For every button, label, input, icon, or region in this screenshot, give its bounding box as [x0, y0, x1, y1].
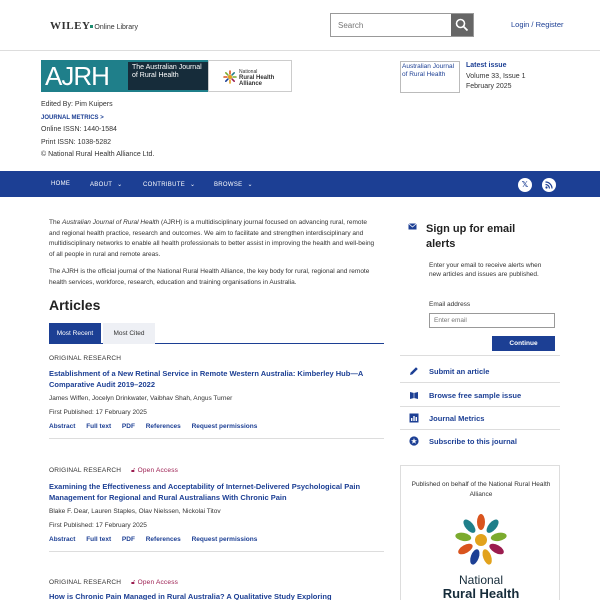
rss-icon[interactable] [542, 178, 556, 192]
chart-icon [409, 413, 419, 423]
article-links [49, 536, 384, 543]
journal-intro-2: The AJRH is the official journal of the National Rural Health Alliance, the key body for rural, regional and remote health services, workforce, research, education and training organisations in Australia. [49, 268, 370, 286]
submit-article-link[interactable]: Submit an article [400, 359, 560, 383]
logo-line-1: National [458, 573, 504, 587]
nav-about[interactable]: ABOUT ⌄ [90, 182, 123, 188]
journal-abbrev: AJRH [45, 61, 109, 91]
online-issn: Online ISSN: 1440-1584 [41, 126, 117, 133]
article-type: ORIGINAL RESEARCH [49, 467, 122, 474]
divider [49, 551, 384, 552]
nav-browse[interactable]: BROWSE ⌄ [214, 182, 253, 188]
subscribe-link[interactable]: Subscribe to this journal [400, 429, 560, 453]
partner-logo[interactable] [208, 60, 292, 92]
edited-by: Edited By: Pim Kuipers [41, 101, 113, 108]
nav-contribute[interactable]: CONTRIBUTE ⌄ [143, 182, 196, 188]
list-item [49, 467, 384, 552]
journal-metrics-link[interactable]: JOURNAL METRICS > [41, 114, 104, 121]
article-title-link[interactable]: How is Chronic Pain Managed in Rural Australia? A Qualitative Study Exploring [49, 592, 332, 600]
lock-open-icon: 🔓︎ [131, 579, 136, 586]
email-field[interactable] [429, 313, 555, 328]
partner-small: National [239, 69, 258, 75]
copyright: © National Rural Health Alliance Ltd. [41, 151, 155, 158]
partner-name: Rural Health Alliance [239, 75, 275, 87]
tab-most-recent[interactable]: Most Recent [49, 323, 101, 344]
alliance-sun-icon [223, 70, 237, 84]
star-badge-icon [409, 436, 419, 446]
latest-issue [466, 61, 526, 93]
top-bar [0, 0, 600, 51]
pen-icon [409, 366, 419, 376]
wiley-logo[interactable]: WILEY Online Library [50, 20, 138, 32]
article-title-link[interactable]: Examining the Effectiveness and Acceptability of Internet-Delivered Psychological Pain Management for Regional and Rural Australians With Chronic Pain [49, 482, 361, 502]
request-permissions-link[interactable]: Request permissions [191, 423, 258, 430]
article-type: ORIGINAL RESEARCH [49, 355, 122, 362]
latest-issue-link[interactable]: Latest issue [466, 62, 507, 69]
email-alert-icon [408, 223, 418, 231]
rss-glyph [542, 178, 556, 192]
nav-home[interactable]: HOME [51, 181, 71, 187]
journal-intro: The Australian Journal of Rural Health (AJRH) is a multidisciplinary journal focused on advancing rural, remote and regional health practice, research and outcomes. We aim to facilitate and strengthen interdisciplinary and multidisciplinary networks to enable all health professionals to better assist in improving the health and well-being of all people in rural and remote areas. [49, 219, 375, 258]
search-input[interactable] [331, 14, 451, 36]
references-link[interactable]: References [145, 536, 181, 543]
latest-date: February 2025 [466, 83, 512, 90]
pdf-link[interactable]: PDF [121, 536, 135, 543]
signup-description: Enter your email to receive alerts when new articles and issues are published. [429, 262, 542, 278]
continue-button[interactable]: Continue [492, 336, 555, 351]
journal-title: The Australian Journal of Rural Health [128, 62, 208, 90]
article-published-date: First Published: 17 February 2025 [49, 409, 147, 416]
journal-metrics-sidebar-link[interactable]: Journal Metrics [400, 406, 560, 430]
open-access-badge: 🔓︎ Open Access [131, 467, 179, 474]
divider [49, 438, 384, 439]
article-links [49, 423, 384, 430]
abstract-link[interactable]: Abstract [49, 536, 76, 543]
request-permissions-link[interactable]: Request permissions [191, 536, 258, 543]
tab-most-cited[interactable]: Most Cited [103, 323, 155, 344]
references-link[interactable]: References [145, 423, 181, 430]
article-title-link[interactable]: Establishment of a New Retinal Service in Remote Western Australia: Kimberley Hub—A Comparative Audit 2019–2022 [49, 369, 363, 389]
pdf-link[interactable]: PDF [121, 423, 135, 430]
issue-cover-image[interactable]: Australian Journal of Rural Health [400, 61, 460, 93]
chevron-down-icon: ⌄ [190, 182, 196, 188]
x-twitter-icon[interactable]: 𝕏 [518, 178, 532, 192]
abstract-link[interactable]: Abstract [49, 423, 76, 430]
full-text-link[interactable]: Full text [86, 423, 112, 430]
print-issn: Print ISSN: 1038-5282 [41, 138, 112, 146]
article-authors: James Wiffen, Jocelyn Drinkwater, Vaibhav Shah, Angus Turner [49, 395, 233, 402]
chevron-down-icon: ⌄ [247, 182, 253, 188]
latest-volume: Volume 33, Issue 1 [466, 72, 526, 80]
browse-sample-issue-link[interactable]: Browse free sample issue [400, 383, 560, 407]
logo-line-2: Rural Health [442, 586, 520, 600]
journal-meta [41, 99, 154, 162]
article-published-date: First Published: 17 February 2025 [49, 522, 147, 529]
journal-banner[interactable] [41, 60, 208, 92]
open-access-badge: 🔓︎ Open Access [131, 579, 179, 586]
article-authors: Blake F. Dear, Lauren Staples, Olav Nielssen, Nickolai Titov [49, 508, 221, 515]
article-type: ORIGINAL RESEARCH [49, 579, 122, 586]
lock-open-icon: 🔓︎ [131, 467, 136, 474]
email-alerts-panel [400, 218, 560, 356]
articles-heading: Articles [49, 297, 101, 313]
search-icon [455, 18, 469, 32]
email-label: Email address [429, 301, 471, 308]
published-on-behalf: Published on behalf of the National Rural Health Alliance [411, 481, 551, 498]
full-text-link[interactable]: Full text [86, 536, 112, 543]
search-button[interactable] [451, 14, 473, 36]
main-nav [0, 171, 600, 197]
search-box [330, 13, 474, 37]
book-icon [409, 390, 419, 400]
login-register-link[interactable]: Login / Register [511, 20, 564, 29]
signup-title: Sign up for email alerts [426, 223, 516, 250]
chevron-down-icon: ⌄ [117, 182, 123, 188]
list-item [49, 579, 384, 600]
publisher-box [400, 465, 560, 600]
articles-tabs [49, 323, 384, 344]
alliance-logo-icon [453, 512, 509, 568]
list-item [49, 355, 384, 439]
